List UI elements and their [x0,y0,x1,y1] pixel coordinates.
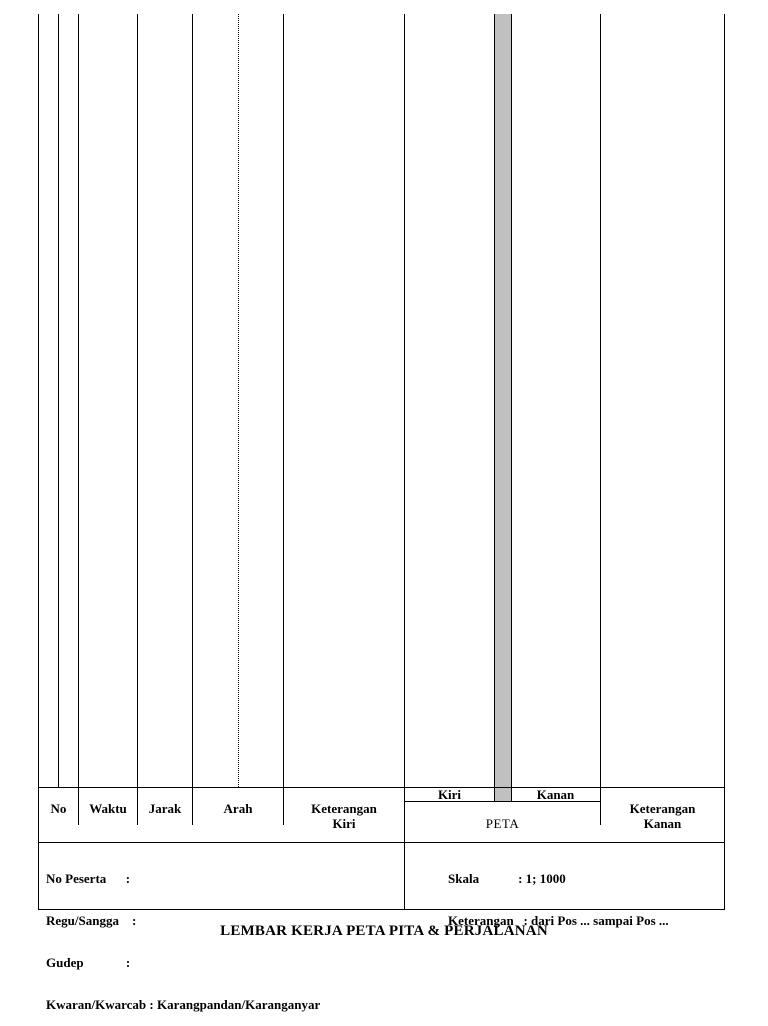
info-skala: Skala : 1; 1000 [448,871,566,886]
header-keterangan-kiri-line1: Keterangan [311,801,377,816]
page-title: LEMBAR KERJA PETA PITA & PERJALANAN [220,923,548,939]
header-peta: PETA [485,816,520,831]
header-no: No [50,801,67,816]
info-no-peserta: No Peserta : [46,871,131,886]
arah-column-line [283,14,284,825]
header-kanan: Kanan [536,787,575,802]
info-regu-sangga: Regu/Sangga : [46,913,137,928]
header-keterangan-kiri [284,801,404,831]
header-keterangan-kiri-line2: Kiri [332,816,356,831]
header-row-bottom-line [38,842,725,843]
no-column-inner-line [58,14,59,787]
header-waktu: Waktu [89,801,127,816]
map-road-strip [494,14,512,801]
no-column-line [78,14,79,825]
header-keterangan-kanan-line2: Kanan [643,816,682,831]
table-border-left [38,14,39,909]
keterangan-kiri-column-line [404,14,405,909]
info-gudep: Gudep : [46,955,131,970]
info-kwaran-kwarcab: Kwaran/Kwarcab : Karangpandan/Karanganyar [46,997,321,1012]
header-kiri: Kiri [437,787,462,802]
peta-column-line [600,14,601,825]
header-arah: Arah [223,801,253,816]
header-jarak: Jarak [148,801,182,816]
header-keterangan-kanan [601,801,724,831]
jarak-column-line [192,14,193,825]
info-keterangan-pos: Keterangan : dari Pos ... sampai Pos ... [448,913,669,928]
arah-dotted-line [238,14,239,787]
table-border-right [724,14,725,909]
header-keterangan-kanan-line1: Keterangan [629,801,696,816]
waktu-column-line [137,14,138,825]
header-row-top-line [38,787,725,788]
